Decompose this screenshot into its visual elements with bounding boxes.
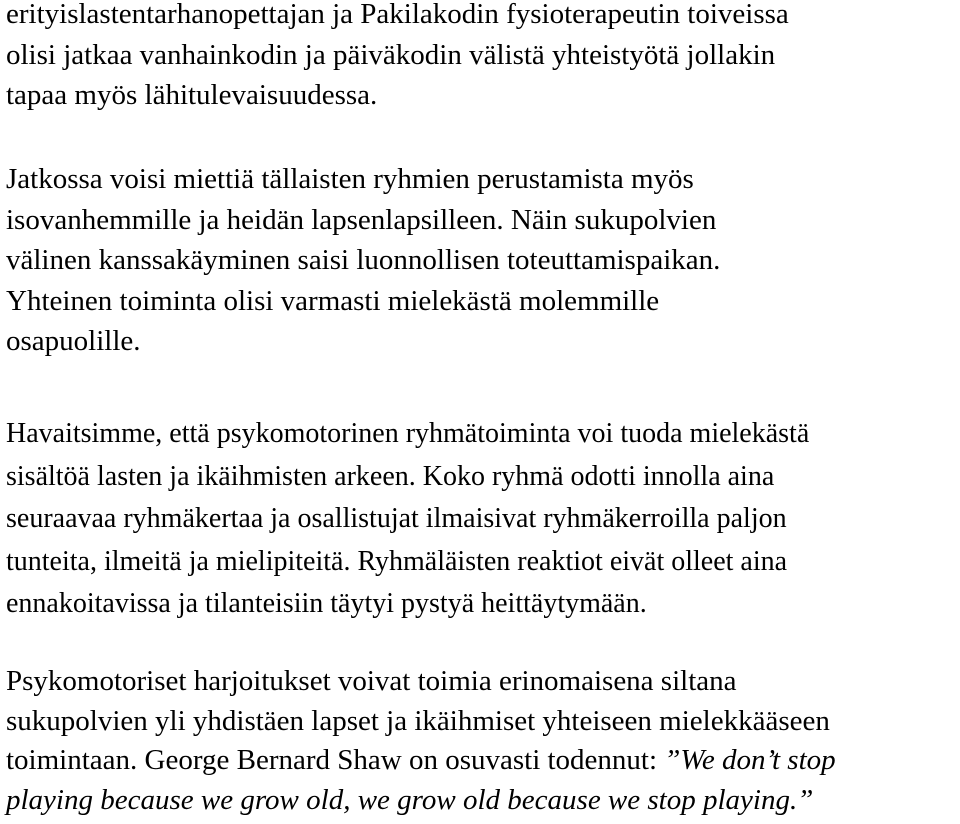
paragraph-3 xyxy=(6,413,809,626)
text-line xyxy=(6,741,836,781)
text-line: isovanhemmille ja heidän lapsenlapsilleen. Näin sukupolvien xyxy=(6,203,717,236)
text-line: välinen kanssakäyminen saisi luonnollisen toteuttamispaikan. xyxy=(6,244,721,276)
text-line: Psykomotoriset harjoitukset voivat toimia erinomaisena siltana xyxy=(6,665,737,697)
text-line: seuraavaa ryhmäkertaa ja osallistujat ilmaisivat ryhmäkerroilla paljon xyxy=(6,503,787,534)
shaw-quote-end: playing because we grow old, we grow old because we stop playing.” xyxy=(6,783,814,816)
text-line: sisältöä lasten ja ikäihmisten arkeen. Koko ryhmä odotti innolla aina xyxy=(6,460,775,492)
text-line: ennakoitavissa ja tilanteisiin täytyi pystyä heittäytymään. xyxy=(6,588,647,619)
text-line: tunteita, ilmeitä ja mielipiteitä. Ryhmäläisten reaktiot eivät olleet aina xyxy=(6,545,788,577)
text-line: Yhteinen toiminta olisi varmasti mielekästä molemmille xyxy=(6,284,660,317)
text-line: erityislastentarhanopettajan ja Pakilakodin fysioterapeutin toiveissa xyxy=(6,0,789,30)
text-line: Jatkossa voisi miettiä tällaisten ryhmien perustamista myös xyxy=(6,163,694,195)
text-line: Havaitsimme, että psykomotorinen ryhmätoiminta voi tuoda mielekästä xyxy=(6,418,810,449)
text-line: olisi jatkaa vanhainkodin ja päiväkodin välistä yhteistyötä jollakin xyxy=(6,38,776,71)
text-line: osapuolille. xyxy=(6,325,141,357)
shaw-quote-start: ”We don’t stop xyxy=(664,744,836,776)
paragraph-1 xyxy=(6,0,789,116)
text-line: tapaa myös lähitulevaisuudessa. xyxy=(6,79,378,111)
paragraph-2 xyxy=(6,159,720,362)
text-line: sukupolvien yli yhdistäen lapset ja ikäihmiset yhteiseen mielekkääseen xyxy=(6,704,830,737)
text-line-plain: toimintaan. George Bernard Shaw on osuvasti todennut: xyxy=(6,744,665,776)
paragraph-4 xyxy=(6,662,836,820)
